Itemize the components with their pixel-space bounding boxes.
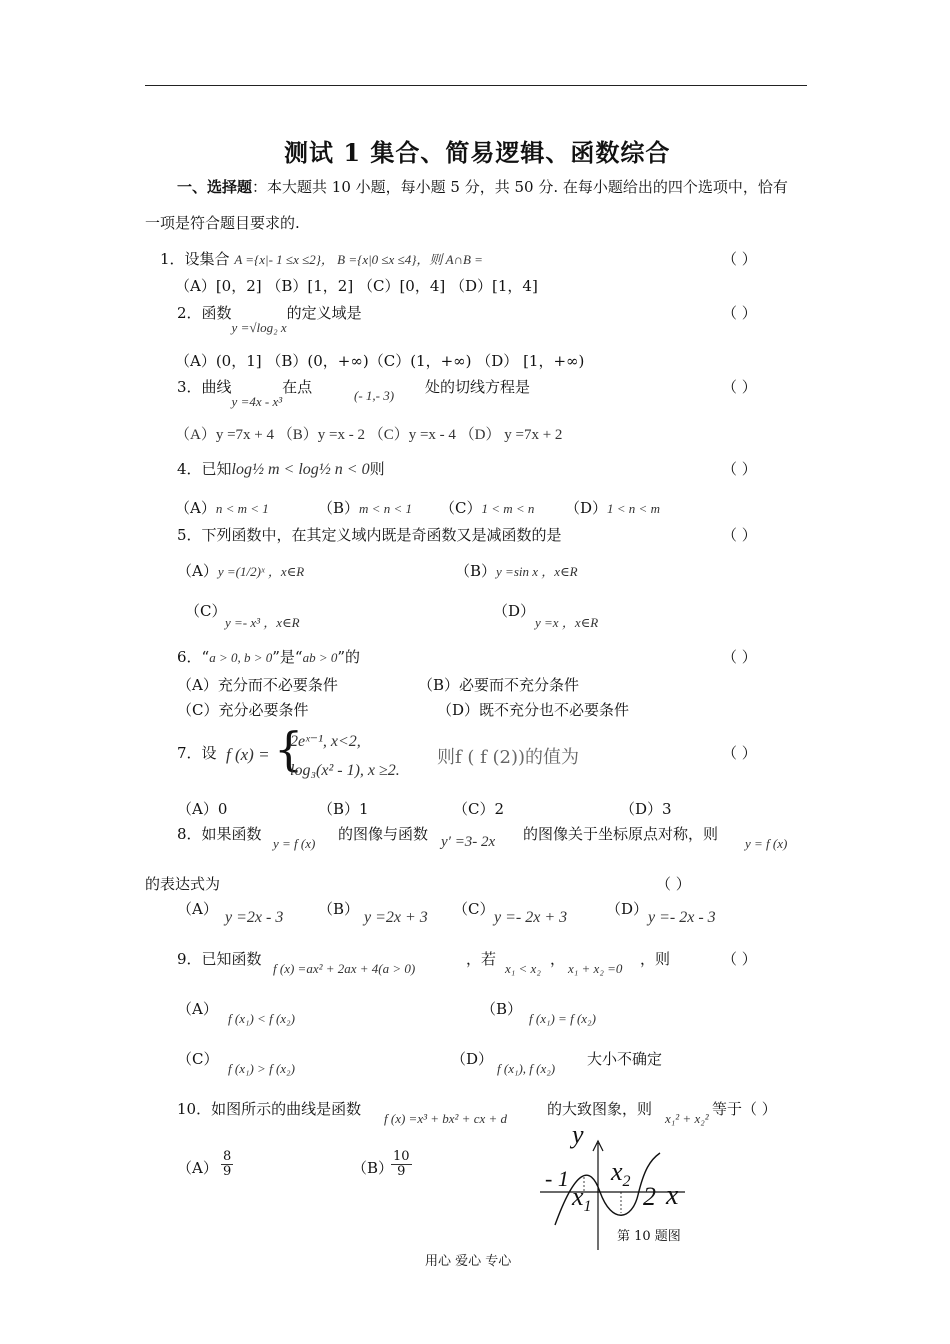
q9-mid: ，若 bbox=[466, 950, 497, 968]
q4-option-a: （A）n < m < 1 bbox=[175, 499, 269, 517]
answer-paren-3: （ ） bbox=[722, 378, 757, 396]
question-7: 7．设 bbox=[177, 744, 217, 762]
q7-lhs: f (x) = bbox=[226, 745, 270, 764]
answer-paren-2: （ ） bbox=[722, 304, 757, 322]
q8-option-c-label: （C） bbox=[453, 900, 495, 918]
q8-option-d-expr: y =- 2x - 3 bbox=[648, 909, 716, 926]
question-8: 8．如果函数 bbox=[177, 825, 262, 843]
q7-option-c: （C）2 bbox=[453, 800, 505, 818]
figure-label-x1: $x_1$ bbox=[572, 1182, 592, 1216]
q9-option-b-expr: f (x₁) = f (x₂) bbox=[529, 1011, 596, 1026]
question-2: 2．函数y =√log₂ x的定义域是 bbox=[177, 304, 362, 335]
q7-brace: { bbox=[274, 722, 304, 776]
q6-option-a: （A）充分而不必要条件 bbox=[177, 676, 338, 694]
q9-option-a-label: （A） bbox=[177, 1000, 218, 1018]
q10-mid: 的大致图象，则 bbox=[547, 1100, 653, 1118]
question-1: 1．设集合 A ={x|- 1 ≤x ≤2}， B ={x|0 ≤x ≤4}，则 A∩B = bbox=[160, 250, 483, 268]
figure-label-x2: $x_2$ bbox=[611, 1157, 631, 1191]
figure-caption: 第 10 题图 bbox=[617, 1229, 681, 1244]
q10-expr-1: f (x) =x³ + bx² + cx + d bbox=[384, 1111, 508, 1126]
question-10: 10．如图所示的曲线是函数 bbox=[177, 1100, 362, 1118]
q8-option-c-expr: y =- 2x + 3 bbox=[494, 909, 568, 926]
q9-tail: ，则 bbox=[640, 950, 671, 968]
q9-option-b-label: （B） bbox=[481, 1000, 523, 1018]
q3-tail: 处的切线方程是 bbox=[425, 378, 531, 396]
question-3: 3．曲线y =4x - x³在点 bbox=[177, 378, 313, 409]
q4-option-c: （C）1 < m < n bbox=[440, 499, 535, 517]
q10-option-a-frac: $\frac{8}{9}$ bbox=[223, 1149, 232, 1180]
q4-option-d: （D）1 < n < m bbox=[565, 499, 660, 517]
q7-tail: 则f ( f (2))的值为 bbox=[437, 747, 580, 768]
q3-point: (- 1,- 3) bbox=[354, 388, 395, 403]
q9-expr-2: x₁ < x₂ bbox=[505, 961, 541, 976]
page-title: 测试 1 集合、简易逻辑、函数综合 bbox=[284, 138, 671, 167]
q9-option-c-expr: f (x₁) > f (x₂) bbox=[228, 1061, 295, 1076]
q8-expr-1: y = f (x) bbox=[273, 836, 316, 851]
question-6: 6．“a > 0, b > 0”是“ab > 0”的 bbox=[177, 648, 361, 666]
q6-option-d: （D）既不充分也不必要条件 bbox=[437, 701, 630, 719]
page-footer: 用心 爱心 专心 bbox=[425, 1254, 512, 1269]
q8-option-a-label: （A） bbox=[177, 900, 218, 918]
section-label: 一、选择题 bbox=[177, 178, 253, 196]
q8-option-d-label: （D） bbox=[606, 900, 649, 918]
q8-option-b-expr: y =2x + 3 bbox=[364, 909, 428, 926]
figure-label-two: 2 bbox=[643, 1182, 656, 1211]
q7-case-1: 2eˣ⁻¹, x<2, bbox=[290, 733, 361, 750]
q5-option-d-expr: y =x ，x∈R bbox=[535, 615, 599, 630]
q6-option-b: （B）必要而不充分条件 bbox=[418, 676, 580, 694]
q8-option-a-expr: y =2x - 3 bbox=[225, 909, 284, 926]
q7-option-d: （D）3 bbox=[620, 800, 672, 818]
figure-label-y: y bbox=[572, 1120, 584, 1149]
q9-comma: ， bbox=[550, 950, 566, 968]
intro-line: 一、选择题：本大题共 10 小题，每小题 5 分，共 50 分. 在每小题给出的四个选项中，恰有 bbox=[177, 178, 788, 196]
q10-tail: 等于（ ） bbox=[712, 1100, 777, 1118]
figure-label-x: x bbox=[666, 1180, 679, 1211]
q7-option-a: （A）0 bbox=[177, 800, 228, 818]
q8-mid: 的图像与函数 bbox=[338, 825, 429, 843]
q9-option-d-text: 大小不确定 bbox=[587, 1050, 663, 1068]
q1-options: （A）[0，2] （B）[1，2] （C）[0，4] （D）[1，4] bbox=[175, 277, 538, 295]
answer-paren-4: （ ） bbox=[722, 460, 757, 478]
q5-option-c-label: （C） bbox=[185, 602, 227, 620]
answer-paren-5: （ ） bbox=[722, 526, 757, 544]
q10-expr-2: x₁² + x₂² bbox=[665, 1111, 709, 1126]
q9-option-d-expr: f (x₁), f (x₂) bbox=[497, 1061, 556, 1076]
q8-expr-3: y = f (x) bbox=[745, 836, 788, 851]
question-4: 4．已知log½ m < log½ n < 0则 bbox=[177, 460, 385, 478]
q9-expr-3: x₁ + x₂ =0 bbox=[568, 961, 623, 976]
q10-option-b-frac: $\frac{10}{9}$ bbox=[393, 1149, 410, 1180]
q9-option-a-expr: f (x₁) < f (x₂) bbox=[228, 1011, 295, 1026]
q2-options: （A）(0，1] （B）(0，+∞)（C）(1，+∞) （D） [1，+∞) bbox=[175, 352, 585, 370]
q3-options: （A）y =7x + 4 （B）y =x - 2 （C）y =x - 4 （D） y =7x + 2 bbox=[175, 427, 563, 443]
q5-option-b: （B）y =sin x ，x∈R bbox=[455, 562, 578, 580]
q10-option-a-label: （A） bbox=[177, 1159, 218, 1177]
q5-option-d-label: （D） bbox=[493, 602, 536, 620]
answer-paren-8: （ ） bbox=[656, 875, 691, 893]
answer-paren-6: （ ） bbox=[722, 648, 757, 666]
q9-expr-1: f (x) =ax² + 2ax + 4(a > 0) bbox=[273, 961, 416, 976]
q6-option-c: （C）充分必要条件 bbox=[177, 701, 309, 719]
q9-option-c-label: （C） bbox=[177, 1050, 219, 1068]
q1-expr: A ={x|- 1 ≤x ≤2}， B ={x|0 ≤x ≤4}，则 A∩B = bbox=[234, 252, 483, 267]
q7-option-b: （B）1 bbox=[318, 800, 369, 818]
intro-line-2: 一项是符合题目要求的. bbox=[145, 214, 300, 232]
q8-option-b-label: （B） bbox=[318, 900, 360, 918]
q4-option-b: （B）m < n < 1 bbox=[318, 499, 412, 517]
question-5: 5．下列函数中，在其定义域内既是奇函数又是减函数的是 bbox=[177, 526, 562, 544]
q9-option-d-label: （D） bbox=[451, 1050, 494, 1068]
q8-expr-2: y′ =3- 2x bbox=[441, 834, 496, 850]
q5-option-a: （A）y =(1/2)ˣ ，x∈R bbox=[177, 562, 305, 580]
q10-option-b-label: （B） bbox=[352, 1159, 394, 1177]
answer-paren-1: （ ） bbox=[722, 250, 757, 268]
answer-paren-7: （ ） bbox=[722, 744, 757, 762]
question-9: 9．已知函数 bbox=[177, 950, 262, 968]
q8-line-2: 的表达式为 bbox=[145, 875, 221, 893]
figure-label-minus-one: - 1 bbox=[545, 1166, 569, 1191]
answer-paren-9: （ ） bbox=[722, 950, 757, 968]
q5-option-c-expr: y =- x³ ，x∈R bbox=[225, 615, 300, 630]
q8-tail: 的图像关于坐标原点对称，则 bbox=[523, 825, 719, 843]
header-rule bbox=[145, 85, 807, 86]
q7-case-2: log₃(x² - 1), x ≥2. bbox=[290, 762, 400, 779]
